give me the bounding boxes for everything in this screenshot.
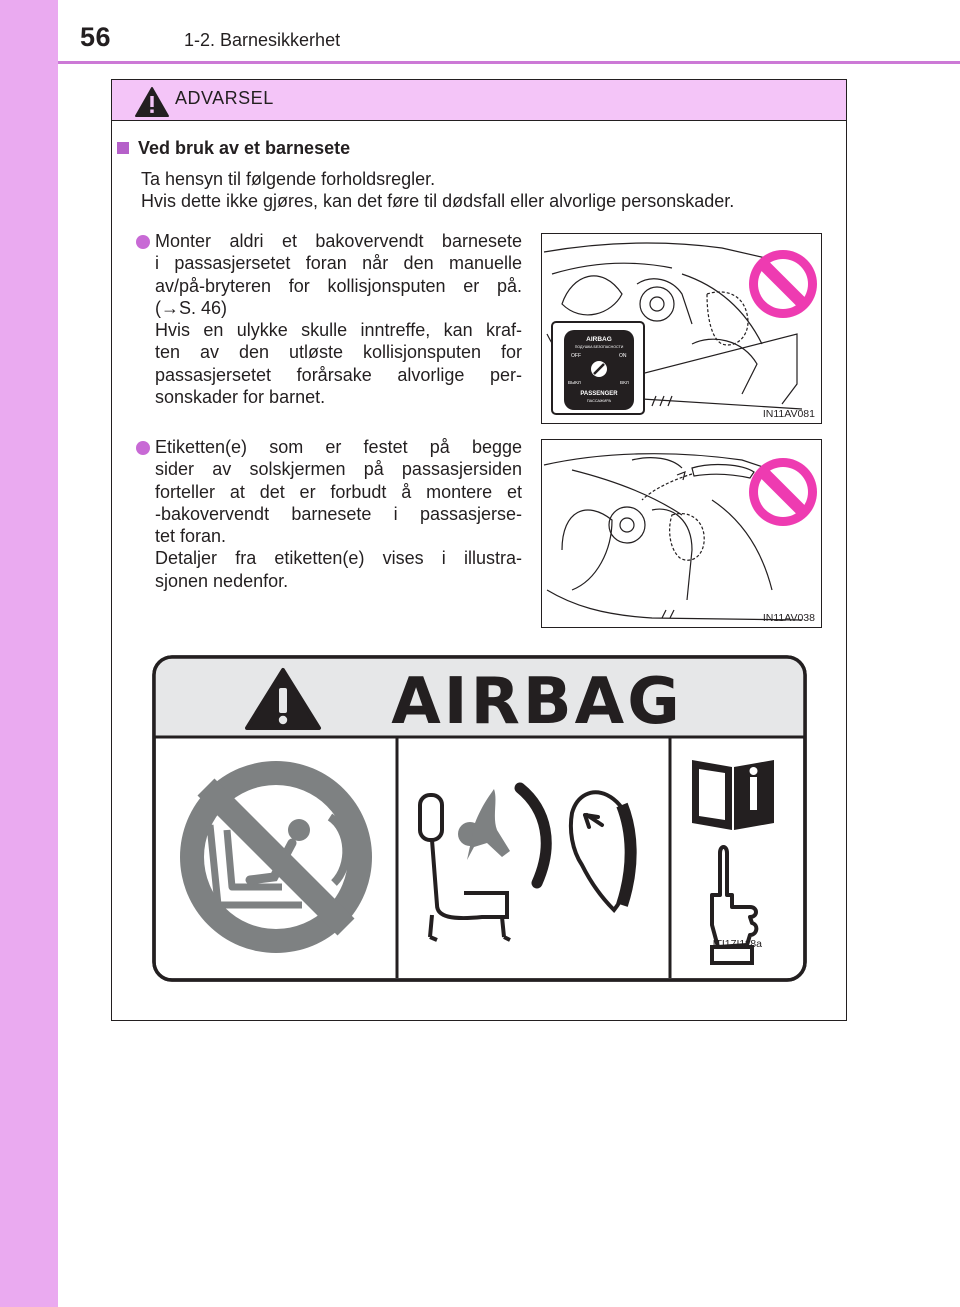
square-bullet-icon xyxy=(117,142,129,154)
prohibition-icon xyxy=(749,250,817,318)
text-line: i passasjersetet foran når den manuelle xyxy=(155,253,522,274)
warning-header xyxy=(112,80,846,121)
figure-code: ITI17I118a xyxy=(712,938,762,950)
intro-line: Ta hensyn til følgende forholdsregler. xyxy=(141,169,436,189)
airbag-warning-label xyxy=(152,655,807,982)
bullet-dot-icon xyxy=(136,235,150,249)
bullet-text xyxy=(155,436,522,592)
text-line: tet foran. xyxy=(155,526,227,547)
text-line: ten av den utløste kollisjonsputen for xyxy=(155,342,522,363)
text-line: Etiketten(e) som er festet på begge xyxy=(155,437,522,457)
switch-title: AIRBAG xyxy=(586,336,612,343)
side-bar xyxy=(0,0,58,1307)
switch-off-ru: ВЫКЛ xyxy=(568,380,581,385)
figure-code: IN11AV081 xyxy=(762,408,815,420)
bullet-item xyxy=(136,230,522,408)
intro-line: Hvis dette ikke gjøres, kan det føre til dødsfall eller alvorlige personskader. xyxy=(141,191,735,211)
figure-switch-illustration xyxy=(541,233,822,424)
switch-passenger: PASSENGER xyxy=(580,391,618,397)
section-title: 1-2. Barnesikkerhet xyxy=(184,30,341,50)
switch-passenger-ru: ПАССАЖИРА xyxy=(586,399,612,403)
switch-off: OFF xyxy=(571,353,581,359)
prohibition-icon xyxy=(749,458,817,526)
subheading-text: Ved bruk av et barnesete xyxy=(138,138,351,158)
header-rule xyxy=(58,61,960,64)
text-line: Hvis en ulykke skulle inntreffe, kan kraf- xyxy=(155,320,522,341)
bullet-item xyxy=(136,436,522,592)
subheading xyxy=(112,138,350,159)
bullet-dot-icon xyxy=(136,441,150,455)
airbag-switch-panel xyxy=(552,322,644,414)
figure-sunvisor-illustration xyxy=(541,439,822,628)
no-rear-facing-seat-icon xyxy=(180,761,372,953)
switch-subtitle: ПОДУШКА БЕЗОПАСНОСТИ xyxy=(574,345,624,349)
text-line: (→S. 46) xyxy=(155,297,228,318)
text-line: av/på-bryteren for kollisjonsputen er på. xyxy=(155,275,522,296)
text-line: -bakovervendt barnesete i passasjerse- xyxy=(155,503,522,524)
text-line: sider av solskjermen på passasjersiden xyxy=(155,459,522,480)
airbag-label-text: AIRBAG xyxy=(391,665,683,739)
warning-title: ADVARSEL xyxy=(175,88,274,108)
figure-code: IN11AV038 xyxy=(762,612,815,624)
text-line: forteller at det er forbudt å montere et xyxy=(155,481,522,502)
bullet-text xyxy=(155,230,522,408)
page-number: 56 xyxy=(80,22,112,52)
text-line: Detaljer fra etiketten(e) vises i illustra- xyxy=(155,548,522,569)
text-line: sjonen nedenfor. xyxy=(155,570,289,591)
switch-on-ru: ВКЛ xyxy=(620,380,629,385)
warning-icon xyxy=(134,86,170,118)
switch-on: ON xyxy=(619,353,627,359)
text-line: Monter aldri et bakovervendt barnesete xyxy=(155,231,522,251)
car-interior-illustration xyxy=(542,234,821,423)
text-line: sonskader for barnet. xyxy=(155,387,326,408)
text-line: passasjersetet forårsake alvorlige per- xyxy=(155,364,522,385)
car-interior-illustration xyxy=(542,440,821,627)
